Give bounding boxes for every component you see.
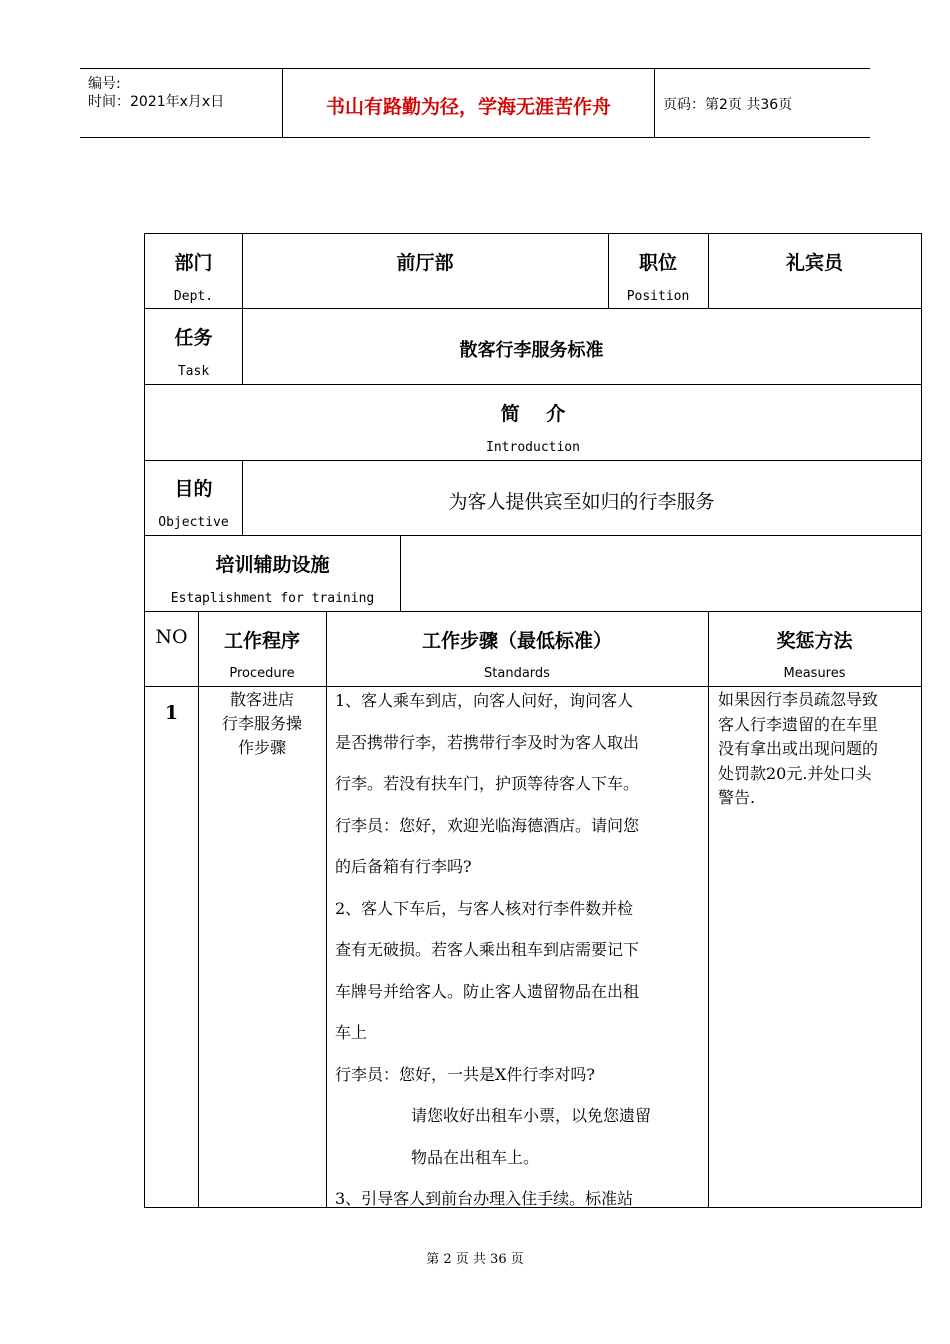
standards-line: 车上 bbox=[335, 1023, 368, 1042]
standards-line: 2、客人下车后，与客人核对行李件数并检 bbox=[335, 898, 634, 918]
standards-line-indented: 物品在出租车上。 bbox=[411, 1147, 540, 1167]
col-header-procedure: 工作程序 bbox=[223, 630, 300, 652]
dept-value: 前厅部 bbox=[396, 252, 454, 274]
objective-label: 目的 bbox=[174, 478, 213, 500]
position-value: 礼宾员 bbox=[785, 252, 843, 274]
header-meta-cell bbox=[80, 69, 283, 137]
col-header-procedure-en: Procedure bbox=[229, 666, 295, 681]
measures-line: 警告. bbox=[718, 788, 756, 807]
standards-line: 3、引导客人到前台办理入住手续。标准站 bbox=[335, 1189, 634, 1208]
position-label: 职位 bbox=[638, 252, 677, 274]
facility-label: 培训辅助设施 bbox=[215, 554, 330, 576]
objective-value: 为客人提供宾至如归的行李服务 bbox=[448, 491, 715, 513]
page-label: 页码：第2页 共36页 bbox=[663, 97, 793, 113]
task-label-en: Task bbox=[177, 364, 210, 379]
procedure-line: 散客进店 bbox=[229, 690, 294, 709]
col-header-no: NO bbox=[155, 626, 188, 648]
time-label: 时间：2021年x月x日 bbox=[88, 94, 225, 110]
standards-line: 的后备箱有行李吗? bbox=[335, 857, 472, 876]
row-divider bbox=[145, 460, 921, 461]
number-label: 编号: bbox=[88, 76, 121, 92]
document-header bbox=[80, 68, 870, 138]
procedure-cell bbox=[198, 688, 326, 760]
col-header-standards: 工作步骤（最低标准） bbox=[421, 630, 612, 652]
standards-line: 查有无破损。若客人乘出租车到店需要记下 bbox=[335, 940, 640, 959]
col-header-standards-en: Standards bbox=[484, 666, 550, 681]
measures-cell bbox=[718, 688, 918, 811]
measures-line: 客人行李遗留的在车里 bbox=[718, 714, 879, 734]
motto: 书山有路勤为径，学海无涯苦作舟 bbox=[325, 96, 611, 118]
procedure-line: 行李服务操 bbox=[221, 714, 302, 733]
standards-line: 行李员：您好，欢迎光临海德酒店。请问您 bbox=[335, 815, 640, 835]
standards-line: 车牌号并给客人。防止客人遗留物品在出租 bbox=[335, 981, 640, 1001]
task-value: 散客行李服务标准 bbox=[459, 340, 604, 361]
standards-cell bbox=[335, 680, 705, 1220]
page-footer: 第 2 页 共 36 页 bbox=[426, 1252, 524, 1267]
dept-label: 部门 bbox=[174, 252, 213, 274]
row-divider bbox=[145, 611, 921, 612]
procedure-line: 作步骤 bbox=[237, 738, 286, 757]
standards-line-indented: 请您收好出租车小票，以免您遗留 bbox=[411, 1106, 652, 1125]
standards-line: 1、客人乘车到店，向客人问好，询问客人 bbox=[335, 691, 634, 710]
row-number: 1 bbox=[164, 702, 179, 724]
col-header-measures: 奖惩方法 bbox=[776, 630, 853, 652]
measures-line: 处罚款20元.并处口头 bbox=[718, 763, 872, 783]
measures-line: 没有拿出或出现问题的 bbox=[718, 739, 879, 758]
facility-label-en: Estaplishment for training bbox=[170, 591, 375, 606]
row-divider bbox=[145, 308, 921, 309]
service-standard-table bbox=[144, 233, 922, 1208]
col-divider bbox=[708, 611, 709, 1207]
row-divider bbox=[145, 384, 921, 385]
col-divider bbox=[326, 611, 327, 1207]
standards-line: 行李。若没有扶车门，护顶等待客人下车。 bbox=[335, 774, 640, 793]
task-label: 任务 bbox=[174, 327, 213, 349]
header-page-cell bbox=[655, 69, 870, 137]
standards-line: 行李员：您好，一共是X件行李对吗? bbox=[335, 1064, 595, 1084]
header-motto-cell bbox=[283, 69, 655, 137]
position-label-en: Position bbox=[626, 289, 690, 304]
intro-title: 简 介 bbox=[500, 403, 566, 425]
col-header-measures-en: Measures bbox=[783, 666, 846, 681]
row-divider bbox=[145, 535, 921, 536]
objective-label-en: Objective bbox=[158, 515, 229, 530]
measures-line: 如果因行李员疏忽导致 bbox=[718, 690, 879, 709]
standards-line: 是否携带行李，若携带行李及时为客人取出 bbox=[335, 732, 640, 752]
intro-title-en: Introduction bbox=[486, 440, 580, 455]
dept-label-en: Dept. bbox=[173, 289, 214, 304]
col-divider bbox=[400, 535, 401, 611]
